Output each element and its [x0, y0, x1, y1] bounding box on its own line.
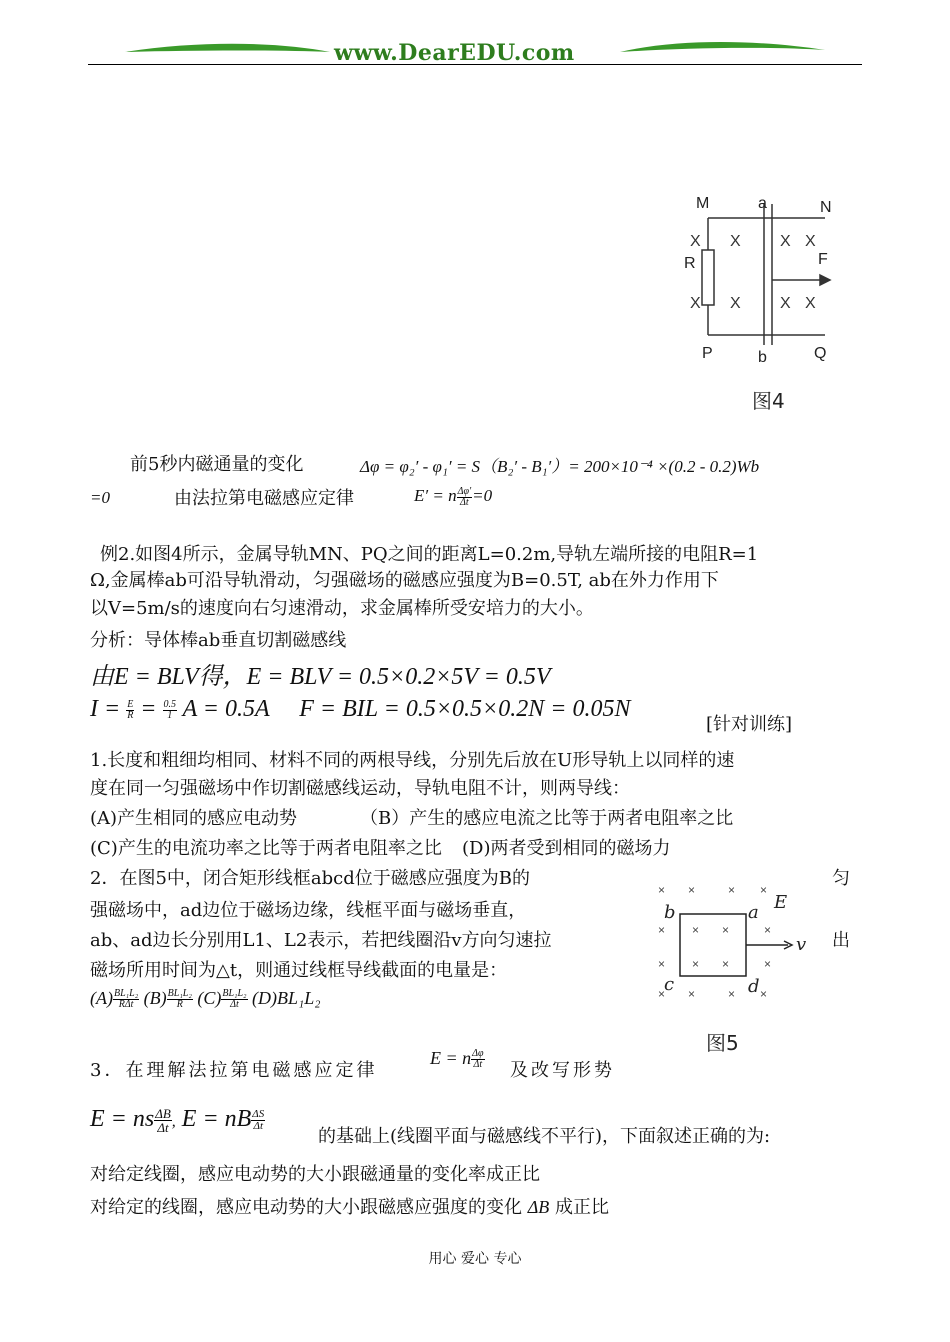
q3-line2-end: 的基础上(线圈平面与磁感线不平行)，下面叙述正确的为: [318, 1126, 771, 1147]
svg-text:X: X [805, 295, 816, 312]
q2-line4: 磁场所用时间为△t，则通过线框导线截面的电量是： [90, 960, 508, 981]
svg-text:×: × [688, 987, 696, 1001]
svg-text:X: X [690, 233, 701, 250]
header-rule [88, 64, 862, 65]
q3-statement-2: 对给定的线圈，感应电动势的大小跟磁感应强度的变化 ΔB 成正比 [90, 1197, 610, 1218]
q2-options: (A) $\frac{\text{BL₁L₂}}{\text{RΔt}}$ (B) $\frac{\text{BL₁L₂}}{R}$ (C) $\frac{\text{BL₁L₂}}{\Delta t}$ (D)BL₁L₂ [90, 988, 321, 1011]
svg-text:×: × [760, 883, 768, 897]
svg-text:X: X [730, 233, 741, 250]
q1-option-d: (D)两者受到相同的磁场力 [462, 838, 671, 859]
q2-line2: 强磁场中，ad边位于磁场边缘，线框平面与磁场垂直， [90, 900, 527, 921]
svg-text:×: × [658, 987, 666, 1001]
q2-line3-end: 出 [832, 930, 850, 951]
fig4-label-b: b [758, 349, 767, 366]
training-heading: [针对训练] [706, 714, 793, 735]
svg-text:×: × [764, 923, 772, 937]
equation-emf: 由E = BLV得，E = BLV = 0.5×0.2×5V = 0.5V [90, 664, 551, 690]
fig4-caption: 图4 [752, 389, 785, 413]
svg-text:×: × [728, 883, 736, 897]
svg-text:X: X [780, 233, 791, 250]
svg-text:×: × [722, 923, 730, 937]
flux-prefix: 前5秒内磁通量的变化 [130, 454, 304, 475]
fig4-label-N: N [820, 199, 832, 216]
fig5-label-d: d [748, 976, 760, 997]
q3-statement-1: 对给定线圈，感应电动势的大小跟磁通量的变化率成正比 [90, 1164, 540, 1185]
header-site-name: www.DearEDU.com [334, 40, 575, 66]
q1-line2: 度在同一匀强磁场中作切割磁感线运动，导轨电阻不计，则两导线： [90, 778, 630, 799]
svg-text:×: × [688, 883, 696, 897]
svg-text:X: X [730, 295, 741, 312]
q3-rewrite-formulas: E = ns $\frac{\Delta B}{\Delta t}$ , E = nB $\frac{\Delta S}{\Delta t}$ [90, 1105, 265, 1135]
svg-text:×: × [728, 987, 736, 1001]
fig4-label-P: P [702, 345, 713, 362]
q1-option-c: (C)产生的电流功率之比等于两者电阻率之比 [90, 838, 442, 859]
svg-text:×: × [764, 957, 772, 971]
flux-zero: =0 [90, 488, 110, 507]
q3-line1: 3．在理解法拉第电磁感应定律 [90, 1060, 378, 1081]
q3-line1-end: 及改写形势 [510, 1060, 615, 1081]
faraday-law-label: 由法拉第电磁感应定律 [174, 488, 354, 509]
svg-text:X: X [805, 233, 816, 250]
analysis-line: 分析：导体棒ab垂直切割磁感线 [90, 630, 347, 651]
svg-text:×: × [658, 923, 666, 937]
q3-faraday-formula: E = n $\frac{\Delta\varphi}{\Delta t}$ [430, 1048, 484, 1071]
fig4-label-Q: Q [814, 345, 827, 362]
svg-text:×: × [692, 957, 700, 971]
faraday-formula: E′ = n $\frac{\Delta\varphi'}{\Delta t}$ =0 [414, 485, 493, 508]
fig5-label-a: a [748, 902, 759, 923]
fig4-label-R: R [684, 255, 696, 272]
q2-line1: 2．在图5中，闭合矩形线框abcd位于磁感应强度为B的 [90, 868, 530, 889]
fig4-label-F: F [818, 251, 828, 268]
q1-option-a: (A)产生相同的感应电动势 [90, 808, 298, 829]
svg-text:X: X [690, 295, 701, 312]
q1-option-b: （B）产生的感应电流之比等于两者电阻率之比 [360, 808, 734, 829]
fig4-label-a: a [758, 195, 767, 212]
fig5-label-v: v [796, 934, 807, 955]
fig5-label-E: E [774, 892, 788, 913]
flux-formula: Δφ = φ₂′ - φ₁′ = S（B₂′ - B₁′）= 200×10⁻⁴ ×(0.2 - 0.2)Wb [360, 457, 760, 476]
svg-text:×: × [658, 883, 666, 897]
svg-text:×: × [722, 957, 730, 971]
equation-current-force: I = $\frac{E}{R}$ = $\frac{0.5}{1}$ A = 0.5A F = BIL = 0.5×0.5×0.2N = 0.05N [90, 696, 631, 722]
fig4-label-M: M [696, 195, 710, 212]
fig5-label-b: b [664, 902, 676, 923]
example2-line3: 以V=5m/s的速度向右匀速滑动，求金属棒所受安培力的大小。 [90, 598, 594, 619]
figure-5-diagram [648, 878, 818, 1058]
q2-line3: ab、ad边长分别用L1、L2表示，若把线圈沿v方向匀速拉 [90, 930, 552, 951]
q2-line1-end: 匀 [832, 868, 850, 889]
svg-text:×: × [692, 923, 700, 937]
svg-text:×: × [658, 957, 666, 971]
svg-text:×: × [760, 987, 768, 1001]
example2-line1: 例2.如图4所示，金属导轨MN、PQ之间的距离L=0.2m,导轨左端所接的电阻R=1 [100, 544, 759, 565]
example2-line2: Ω,金属棒ab可沿导轨滑动，匀强磁场的磁感应强度为B=0.5T, ab在外力作用下 [90, 570, 719, 591]
svg-text:X: X [780, 295, 791, 312]
fig5-label-c: c [664, 974, 675, 995]
q1-line1: 1.长度和粗细均相同、材料不同的两根导线，分别先后放在U形导轨上以同样的速 [90, 750, 735, 771]
page-footer: 用心 爱心 专心 [428, 1251, 522, 1267]
fig5-caption: 图5 [706, 1031, 739, 1055]
figure-4-diagram [680, 190, 840, 415]
